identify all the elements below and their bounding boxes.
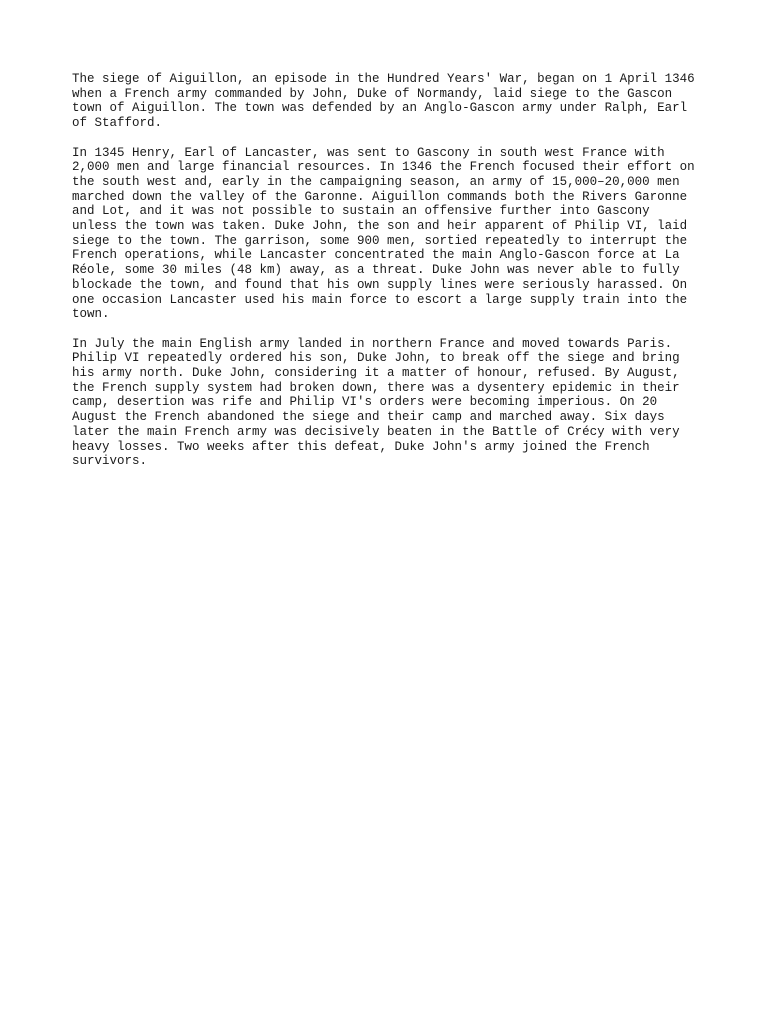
paragraph-3: In July the main English army landed in northern France and moved towards Paris. Philip VI repeatedly ordered his son, Duke John, to break off the siege and bring his army north. Duke John, considering it a matter of honour, refused. By August, the French supply system had broken down, there was a dysentery epidemic in their camp, desertion was rife and Philip VI's orders were becoming imperious. On 20 August the French abandoned the siege and their camp and marched away. Six days later the main French army was decisively beaten in the Battle of Crécy with very heavy losses. Two weeks after this defeat, Duke John's army joined the French survivors.: [72, 336, 680, 469]
document-page: [72, 72, 712, 484]
paragraph-2: In 1345 Henry, Earl of Lancaster, was sent to Gascony in south west France with 2,000 men and large financial resources. In 1346 the French focused their effort on the south west and, early in the campaigning season, an army of 15,000–20,000 men marched down the valley of the Garonne. Aiguillon commands both the Rivers Garonne and Lot, and it was not possible to sustain an offensive further into Gascony unless the town was taken. Duke John, the son and heir apparent of Philip VI, laid siege to the town. The garrison, some 900 men, sortied repeatedly to interrupt the French operations, while Lancaster concentrated the main Anglo-Gascon force at La Réole, some 30 miles (48 km) away, as a threat. Duke John was never able to fully blockade the town, and found that his own supply lines were seriously harassed. On one occasion Lancaster used his main force to escort a large supply train into the town.: [72, 145, 695, 322]
paragraph-1: The siege of Aiguillon, an episode in the Hundred Years' War, began on 1 April 1346 when a French army commanded by John, Duke of Normandy, laid siege to the Gascon town of Aiguillon. The town was defended by an Anglo-Gascon army under Ralph, Earl of Stafford.: [72, 72, 695, 131]
